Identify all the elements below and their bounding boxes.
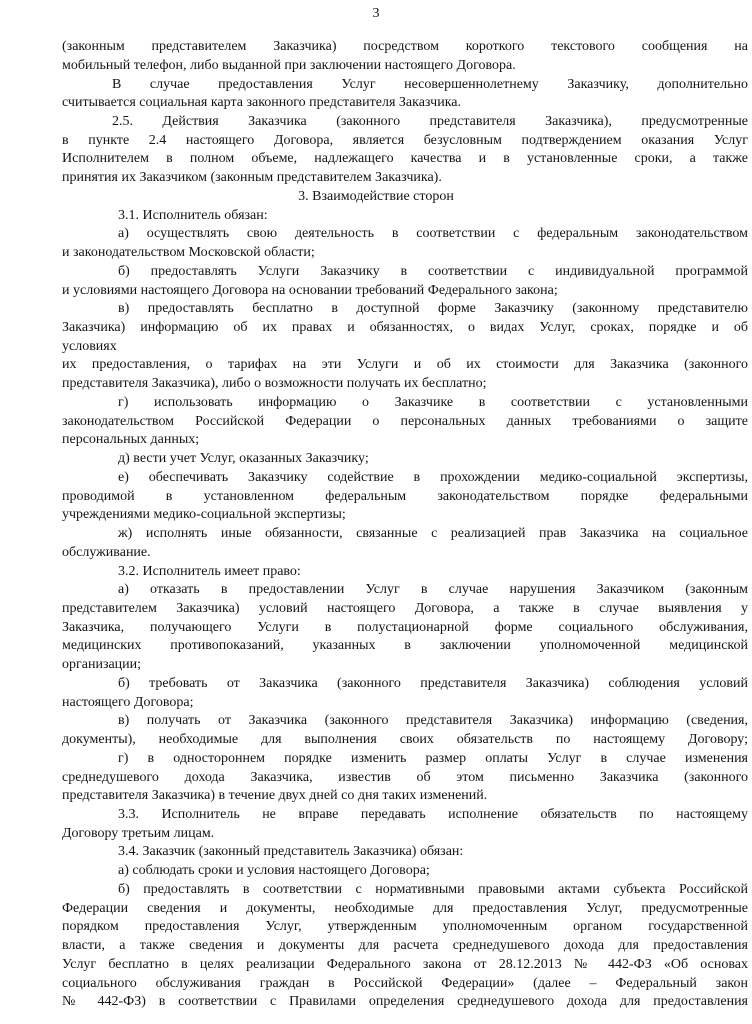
text-line: принятия их Заказчиком (законным представителем Заказчика). — [62, 170, 442, 186]
text-line: учреждениями медико-социальной экспертизы; — [62, 507, 346, 523]
text-line: и условиями настоящего Договора на основании требований Федерального закона; — [62, 282, 558, 298]
text-line: 3.3. Исполнитель не вправе передавать исполнение обязательств по настоящему — [118, 807, 748, 822]
text-line: представителем Заказчика) условий настоящего Договора, а также в случае выявления у — [62, 600, 748, 616]
text-line: в) получать от Заказчика (законного представителя Заказчика) информацию (сведения, — [118, 713, 748, 729]
text-line: считывается социальная карта законного представителя Заказчика. — [62, 95, 462, 111]
text-line: среднедушевого дохода Заказчика, известив об этом письменно Заказчика (законного — [62, 769, 748, 785]
text-line: обслуживание. — [62, 544, 151, 560]
text-line: № 442-ФЗ) в соответствии с Правилами определения среднедушевого дохода для предоставления — [62, 994, 748, 1010]
text-line: а) отказать в предоставлении Услуг в случае нарушения Заказчиком (законным — [118, 582, 748, 598]
text-line: представителя Заказчика), либо о возможности получать их бесплатно; — [62, 376, 487, 392]
text-line: организации; — [62, 657, 142, 673]
text-line: б) предоставлять в соответствии с нормативными правовыми актами субъекта Российской — [118, 881, 748, 897]
text-line: проводимой в установленном федеральным законодательством порядке федеральными — [62, 488, 748, 504]
text-line: 3.2. Исполнитель имеет право: — [118, 563, 301, 579]
text-line: законодательством Российской Федерации о персональных данных требованиями о защите — [62, 413, 748, 429]
text-line: в) предоставлять бесплатно в доступной форме Заказчику (законному представителю — [118, 301, 748, 317]
text-line: а) соблюдать сроки и условия настоящего Договора; — [118, 863, 430, 879]
text-line: медицинских противопоказаний, указанных в заключении уполномоченной медицинской — [62, 638, 748, 654]
text-line: Заказчика, получающего Услуги в полустационарной форме социального обслуживания, — [62, 619, 748, 635]
text-line: Федерации сведения и документы, необходимые для предоставления Услуг, предусмотренные — [62, 900, 748, 916]
text-line: ж) исполнять иные обязанности, связанные с реализацией прав Заказчика на социальное — [118, 526, 748, 541]
section-heading: 3. Взаимодействие сторон — [298, 188, 454, 204]
text-line: социального обслуживания граждан в Российской Федерации» (далее – Федеральный закон — [62, 975, 748, 991]
text-line: Исполнителем в полном объеме, надлежащего качества и в установленные сроки, а также — [62, 151, 748, 167]
text-line: власти, а также сведения и документы для расчета среднедушевого дохода для предоставления — [62, 938, 748, 954]
text-line: (законным представителем Заказчика) посредством короткого текстового сообщения на — [62, 39, 748, 54]
text-line: Заказчика) информацию об их правах и обязанностях, о видах Услуг, сроках, порядке и об — [62, 320, 748, 335]
text-line: б) предоставлять Услуги Заказчику в соответствии с индивидуальной программой — [118, 263, 748, 279]
text-line: их предоставления, о тарифах на эти Услуги и об их стоимости для Заказчика (законного — [62, 357, 748, 373]
text-line: е) обеспечивать Заказчику содействие в прохождении медико-социальной экспертизы, — [118, 469, 748, 485]
text-line: 3.4. Заказчик (законный представитель Заказчика) обязан: — [118, 844, 464, 860]
text-line: а) осуществлять свою деятельность в соответствии с федеральным законодательством — [118, 226, 748, 242]
text-line: настоящего Договора; — [62, 694, 194, 710]
text-line: и законодательством Московской области; — [62, 245, 315, 260]
text-line: персональных данных; — [62, 432, 200, 448]
text-line: условиях — [62, 338, 117, 354]
text-line: порядком предоставления Услуг, утвержденным уполномоченным органом государственной — [62, 919, 748, 935]
text-line: документы), необходимые для выполнения своих обязательств по настоящему Договору; — [62, 732, 748, 747]
text-line: г) использовать информацию о Заказчике в соответствии с установленными — [118, 394, 748, 410]
text-line: б) требовать от Заказчика (законного представителя Заказчика) соблюдения условий — [118, 675, 748, 691]
text-line: мобильный телефон, либо выданной при заключении настоящего Договора. — [62, 57, 516, 73]
text-line: Договору третьим лицам. — [62, 825, 215, 841]
page-number: 3 — [372, 6, 380, 21]
text-line: Услуг бесплатно в целях реализации Федерального закона от 28.12.2013 № 442-ФЗ «Об основах — [62, 956, 748, 972]
text-line: 2.5. Действия Заказчика (законного представителя Заказчика), предусмотренные — [112, 113, 748, 129]
text-line: г) в одностороннем порядке изменить размер оплаты Услуг в случае изменения — [118, 750, 748, 766]
text-line: 3.1. Исполнитель обязан: — [118, 207, 268, 223]
text-line: д) вести учет Услуг, оказанных Заказчику; — [118, 451, 369, 467]
text-line: В случае предоставления Услуг несовершеннолетнему Заказчику, дополнительно — [112, 76, 748, 92]
text-line: представителя Заказчика) в течение двух дней со дня таких изменений. — [62, 788, 488, 804]
text-line: в пункте 2.4 настоящего Договора, является безусловным подтверждением оказания Услуг — [62, 132, 748, 148]
